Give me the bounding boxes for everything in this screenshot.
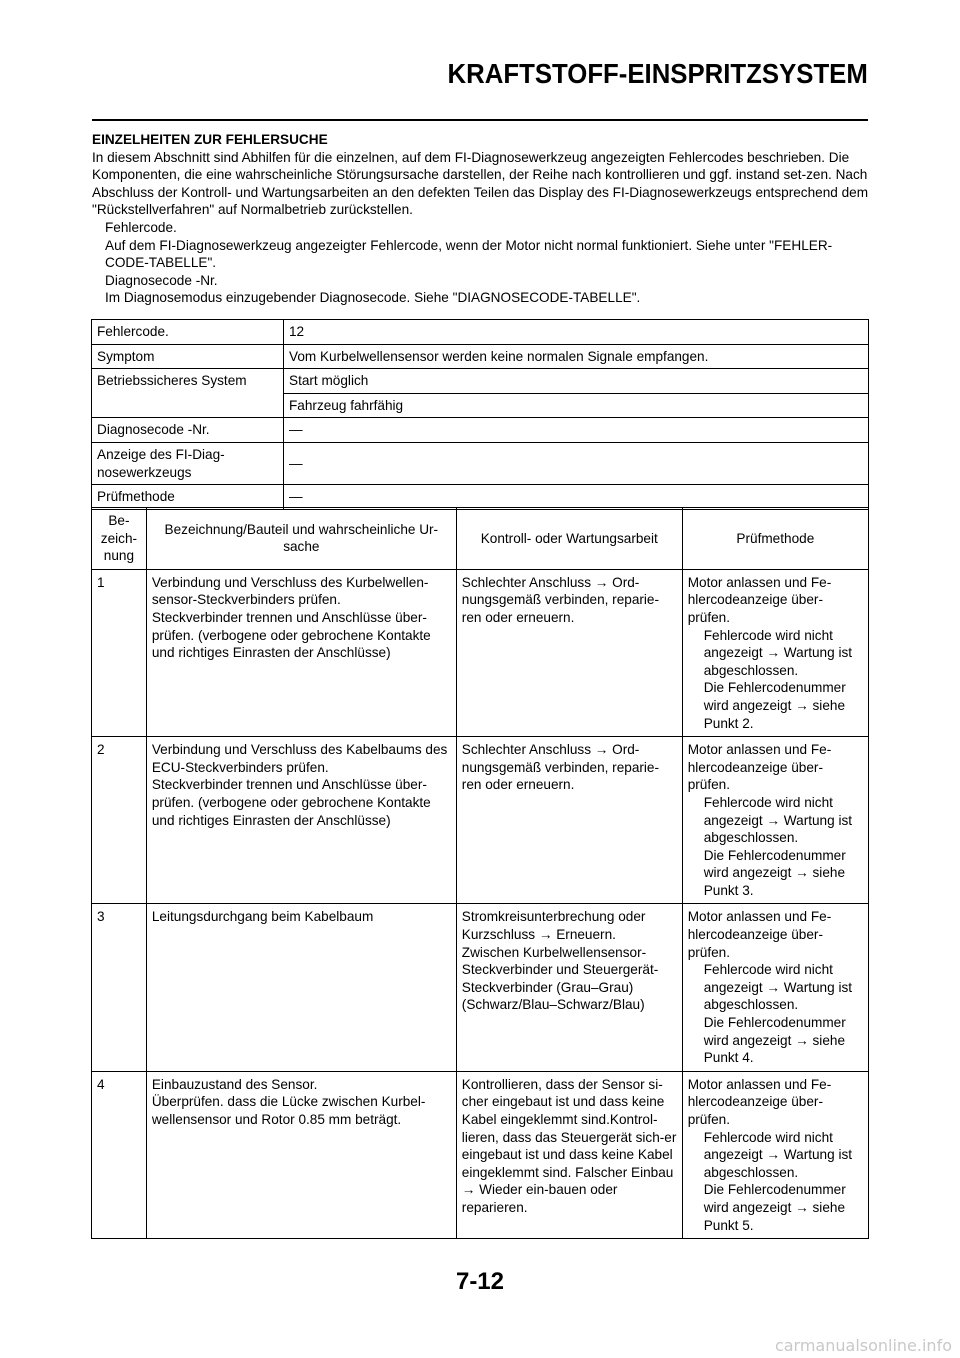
step-action: Stromkreisunterbrechung oder Kurzschluss → Erneuern. Zwischen Kurbelwellensensor-Steckverbinder und Steuergerät-Steckverbinder (Grau–Grau) (Schwarz/Blau–Schwarz/Blau) (456, 904, 682, 1071)
check-intro: Motor anlassen und Fe-hlercodeanzeige über-prüfen. (687, 909, 832, 960)
intro-section (92, 131, 870, 307)
step-cause (146, 569, 456, 736)
table-row (92, 369, 869, 394)
fail-safe-label-continued (92, 393, 284, 418)
step-cause (146, 904, 456, 1071)
step-check (682, 737, 868, 904)
fail-safe-value-start: Start möglich (284, 369, 869, 394)
table-row (92, 393, 869, 418)
check-intro: Motor anlassen und Fe-hlercodeanzeige über-prüfen. (687, 574, 832, 625)
step-action: Schlechter Anschluss → Ord-nungsgemäß verbinden, reparie-ren oder erneuern. (456, 737, 682, 904)
step-check (682, 904, 868, 1071)
check-ng: Die Fehlercodenummer wird angezeigt → siehe Punkt 5. (703, 1182, 846, 1233)
definition-diagnosecode: Im Diagnosemodus einzugebender Diagnosecode. Siehe "DIAGNOSECODE-TABELLE". (105, 290, 641, 306)
cause-detail: Steckverbinder trennen und Anschlüsse über-prüfen. (verbogene oder gebrochene Kontakte und richtiges Einrasten der Anschlüsse) (151, 609, 431, 661)
table-row (92, 320, 869, 345)
table-row (92, 904, 869, 1071)
step-number: 2 (92, 737, 147, 904)
column-header-cause: Bezeichnung/Bauteil und wahrscheinliche Ur-sache (146, 508, 456, 570)
table-row (92, 344, 869, 369)
table-row (92, 485, 869, 510)
cause-title: Verbindung und Verschluss des Kurbelwellen-sensor-Steckverbinders prüfen. (151, 574, 429, 608)
diagnosecode-label: Diagnosecode -Nr. (92, 418, 284, 443)
step-cause (146, 1071, 456, 1238)
table-row (92, 737, 869, 904)
column-header-check: Prüfmethode (682, 508, 868, 570)
table-row (92, 418, 869, 443)
section-heading: EINZELHEITEN ZUR FEHLERSUCHE (92, 132, 328, 147)
check-ok: Fehlercode wird nicht angezeigt → Wartung ist abgeschlossen. (703, 962, 853, 1013)
watermark: carmanualsonline.info (774, 1336, 952, 1355)
symptom-label: Symptom (92, 344, 284, 369)
definition-fehlercode: Auf dem FI-Diagnosewerkzeug angezeigter Fehlercode, wenn der Motor nicht normal funktioniert. Siehe unter "FEHLER-CODE-TABELLE". (105, 237, 833, 271)
table-row (92, 1071, 869, 1238)
step-check (682, 1071, 868, 1238)
step-cause (146, 737, 456, 904)
page-title: KRAFTSTOFF-EINSPRITZSYSTEM (447, 58, 868, 89)
table-row (92, 442, 869, 484)
step-action: Kontrollieren, dass der Sensor si-cher eingebaut ist und dass keine Kabel eingeklemmt sind.Kontrol-lieren, dass das Steuergerät sich-er eingebaut ist und dass keine Kabel eingeklemmt sind. Falscher Einbau → Wieder ein-bauen oder reparieren. (456, 1071, 682, 1238)
symptom-value: Vom Kurbelwellensensor werden keine normalen Signale empfangen. (284, 344, 869, 369)
cause-detail: Steckverbinder trennen und Anschlüsse über-prüfen. (verbogene oder gebrochene Kontakte und richtiges Einrasten der Anschlüsse) (151, 777, 431, 828)
cause-title: Leitungsdurchgang beim Kabelbaum (151, 909, 374, 925)
fail-safe-value-drive: Fahrzeug fahrfähig (284, 393, 869, 418)
check-ng: Die Fehlercodenummer wird angezeigt → siehe Punkt 2. (703, 680, 846, 731)
step-number: 4 (92, 1071, 147, 1238)
diagnosecode-value: — (284, 418, 869, 443)
fehlercode-label: Fehlercode. (92, 320, 284, 345)
intro-paragraph: In diesem Abschnitt sind Abhilfen für die einzelnen, auf dem FI-Diagnosewerkzeug angezeigten Fehlercodes beschrieben. Die Komponenten, die eine wahrscheinliche Störungsursache darstellen, der Reihe nach kontrollieren und ggf. instand set-zen. Nach Abschluss der Kontroll- und Wartungsarbeiten an den defekten Teilen das Display des FI-Diagnosewerkzeugs entsprechend dem "Rückstellverfahren" auf Normalbetrieb zurückstellen. (92, 149, 869, 218)
check-ok: Fehlercode wird nicht angezeigt → Wartung ist abgeschlossen. (703, 794, 853, 846)
step-action: Schlechter Anschluss → Ord-nungsgemäß verbinden, reparie-ren oder erneuern. (456, 569, 682, 736)
check-ok: Fehlercode wird nicht angezeigt → Wartung ist abgeschlossen. (703, 1129, 853, 1180)
term-diagnosecode: Diagnosecode -Nr. (105, 272, 218, 288)
step-number: 3 (92, 904, 147, 1071)
check-ok: Fehlercode wird nicht angezeigt → Wartung ist abgeschlossen. (703, 627, 853, 678)
check-intro: Motor anlassen und Fe-hlercodeanzeige über-prüfen. (687, 742, 832, 793)
column-header-number: Be-zeich-nung (92, 508, 147, 570)
cause-title: Verbindung und Verschluss des Kabelbaums des ECU-Steckverbinders prüfen. (151, 742, 448, 775)
table-header-row (92, 508, 869, 570)
table-row (92, 569, 869, 736)
troubleshooting-steps-table (91, 507, 869, 1239)
fail-safe-label: Betriebssicheres System (92, 369, 284, 394)
page-number: 7-12 (455, 1268, 505, 1295)
fault-info-table (91, 319, 869, 510)
check-ng: Die Fehlercodenummer wird angezeigt → siehe Punkt 4. (703, 1015, 846, 1066)
fi-display-label: Anzeige des FI-Diag-nosewerkzeugs (92, 442, 284, 484)
header-rule (92, 119, 868, 121)
cause-detail: Überprüfen. dass die Lücke zwischen Kurbel-wellensensor und Rotor 0.85 mm beträgt. (151, 1094, 426, 1127)
pruefmethode-value: — (284, 485, 869, 510)
term-fehlercode: Fehlercode. (105, 219, 177, 235)
fi-display-value: — (284, 442, 869, 484)
pruefmethode-label: Prüfmethode (92, 485, 284, 510)
column-header-action: Kontroll- oder Wartungsarbeit (456, 508, 682, 570)
step-check (682, 569, 868, 736)
cause-title: Einbauzustand des Sensor. (151, 1076, 318, 1092)
fehlercode-value: 12 (284, 320, 869, 345)
step-number: 1 (92, 569, 147, 736)
check-ng: Die Fehlercodenummer wird angezeigt → siehe Punkt 3. (703, 847, 846, 898)
check-intro: Motor anlassen und Fe-hlercodeanzeige über-prüfen. (687, 1076, 832, 1127)
